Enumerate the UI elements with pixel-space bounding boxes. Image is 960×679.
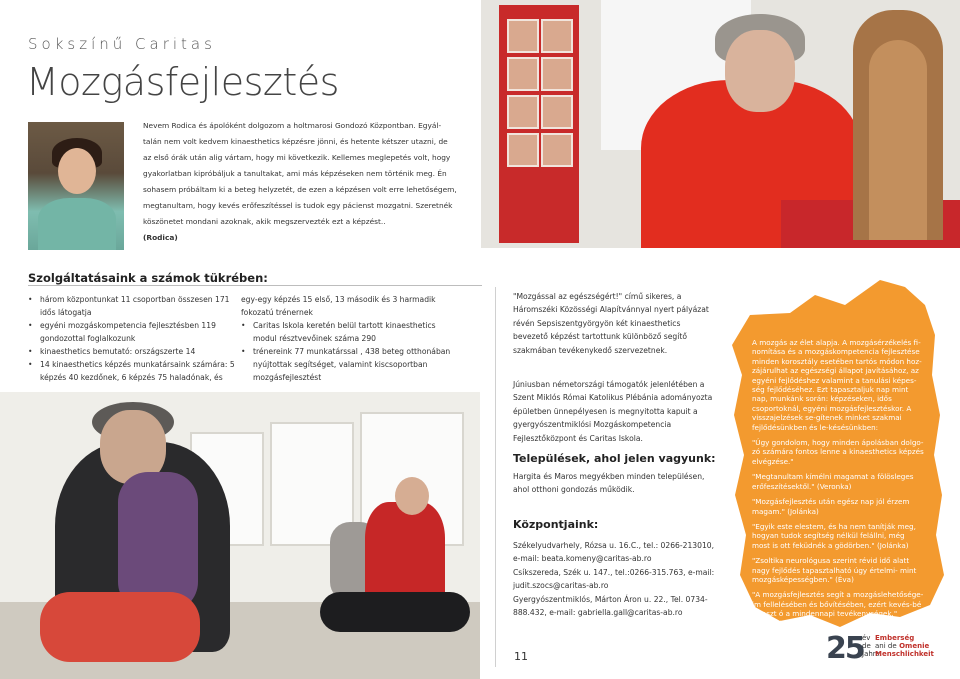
testimonial-line: az első órák után alig vártam, hogy mi következik. Kellemes meglepetés volt, hogy [143,153,451,162]
locations-heading: Települések, ahol jelen vagyunk: [513,452,716,465]
testimonial-line: sohasem próbáltam ki a beteg helyzetét, de ezen a képzésen volt erre lehetőségem, [143,185,457,194]
testimonial-line: köszönetet mondani azoknak, akik megszervezték ezt a képzést.. [143,217,386,226]
series-label: Sokszínű Caritas [28,35,216,53]
quote-paragraph: "Zsoltika neurológusa szerint révid idő alatt nagy fejlődés tapasztalható úgy értelmi- mint mozgásképességben." (Éva) [752,556,917,584]
quote-paragraph: "A mozgásfejlesztés segít a mozgáslehetősége-im fellelésében és bővítésében, ezért kevés-bé fáraszt ó a mindennapi tevékenységek." (Gabika) [752,590,924,628]
page-title: Mozgásfejlesztés [26,60,339,104]
divider [28,285,482,286]
center-line: Csíkszereda, Szék u. 147., tel.:0266-315.763, e-mail: [513,567,715,577]
feedback-quotes [752,338,924,634]
centers-heading: Központjaink: [513,518,599,531]
centers-list [513,539,723,619]
photo-elderly-woman [481,0,960,248]
logo-number: 25 [826,631,864,666]
center-line: 888.432, e-mail: gabriella.gall@caritas-ab.ro [513,608,683,618]
project-paragraph: "Mozgással az egészségért!" című sikeres, a Háromszéki Közösségi Alapítvánnyal nyert pályázat révén Sepsiszentgyörgyön két kinaesthetics bevezető képzést tartottunk különböző segítő szakmában tevékenykedő szervezetnek. [513,292,709,355]
center-line: Gyergyószentmiklós, Márton Áron u. 22., Tel. 0734- [513,594,708,604]
stats-item: • trénereink 77 munkatárssal , 438 beteg otthonában nyújtottak segítséget, valamint kiscsoportban mozgásfejlesztést [241,345,456,384]
quote-paragraph: "Egyik este elestem, és ha nem tanítják meg, hogyan tudok segítség nélkül felállni, még most is ott feküdnék a gödörben." (Jolánka) [752,521,916,550]
center-line: Székelyudvarhely, Rózsa u. 16.C., tel.: 0266-213010, [513,541,715,550]
stats-heading: Szolgáltatásaink a számok tükrében: [28,271,268,285]
quote-paragraph: "Megtanultam kímélni magamat a fölösleges erőfeszítésektől." (Veronka) [752,472,914,491]
center-line: judit.szocs@caritas-ab.ro [513,581,609,591]
testimonial-line: Nevem Rodica és ápolóként dolgozom a holtmarosi Gondozó Központban. Egyál- [143,121,442,130]
testimonial-line: megtanultam, hogy kevés erőfeszítéssel is tudok egy pácienst mozgatni. Szeretnék [143,201,453,210]
logo-words: Emberség ani de Omenie Menschlichkeit [875,634,934,658]
quote-paragraph: "Úgy gondolom, hogy minden ápolásban dolgo-zó számára fontos lenne a kinaesthetics képzés elvégzése." [752,438,924,466]
stats-column-1 [28,293,240,384]
logo-small-text: év de Jahre [862,634,880,658]
quote-paragraph: "Mozgásfejlesztés után egész nap jól érzem magam." (Jolánka) [752,497,910,516]
testimonial-signature: (Rodica) [143,233,178,242]
photo-training-session [0,392,480,679]
stats-item: • 14 kinaesthetics képzés munkatársaink számára: 5 képzés 40 kezdőnek, 6 képzés 75 haladónak, és [28,358,240,384]
opening-paragraph: Júniusban németországi támogatók jelenlétében a Szent Miklós Római Katolikus Plébánia adományozta épületben ünnepélyesen is megnyitotta kapuit a gyergyószentmiklósi Mozgáskompetencia Fejlesztőközpont és Caritas Iskola. [513,380,713,443]
testimonial-line: gyakorlatban kipróbáljuk a tanultakat, ami más képzéseken nem történik meg. Én [143,169,447,178]
quote-paragraph: A mozgás az élet alapja. A mozgásérzékelés fi-nomítása és a mozgáskompetencia fejlesztése minden korosztály esetében tartós módon hoz-zájárulhat az egészségi állapot javításához, az egyéni fejlődéshez valamint a tanulási képes-ség fejlődéséhez. Ezt tapasztaljuk nap mint nap, munkánk során: képzéseken, idős csoportoknál, egyéni mozgásfejlesztéskor. A visszajelzések se-gítenek minket szakmai fejlődésünkben és le-késésünkben: [752,338,922,432]
stats-column-2 [241,293,456,384]
stats-item: • Caritas Iskola keretén belül tartott kinaesthetics modul résztvevőinek száma 290 [241,319,456,345]
testimonial-line: talán nem volt kedvem kinaesthetics képzésre jönni, és hetente kétszer utazni, de [143,137,448,146]
caritas-25-years-logo [826,632,936,666]
stats-item: • kinaesthetics bemutató: országszerte 14 [28,345,240,358]
testimonial-text [143,118,473,246]
center-line: e-mail: beata.komeny@caritas-ab.ro [513,554,652,564]
stats-item: • egyéni mozgáskompetencia fejlesztésben 119 gondozottal foglalkozunk [28,319,240,345]
rodica-portrait [28,122,124,250]
locations-text: Hargita és Maros megyékben minden településen, ahol otthoni gondozás működik. [513,472,705,495]
page-number: 11 [514,650,528,663]
stats-item: • három központunkat 11 csoportban összesen 171 idős látogatja [28,293,240,319]
stats-continuation: egy-egy képzés 15 első, 13 második és 3 harmadik fokozatú trénernek [241,295,436,317]
column-divider [495,287,496,667]
